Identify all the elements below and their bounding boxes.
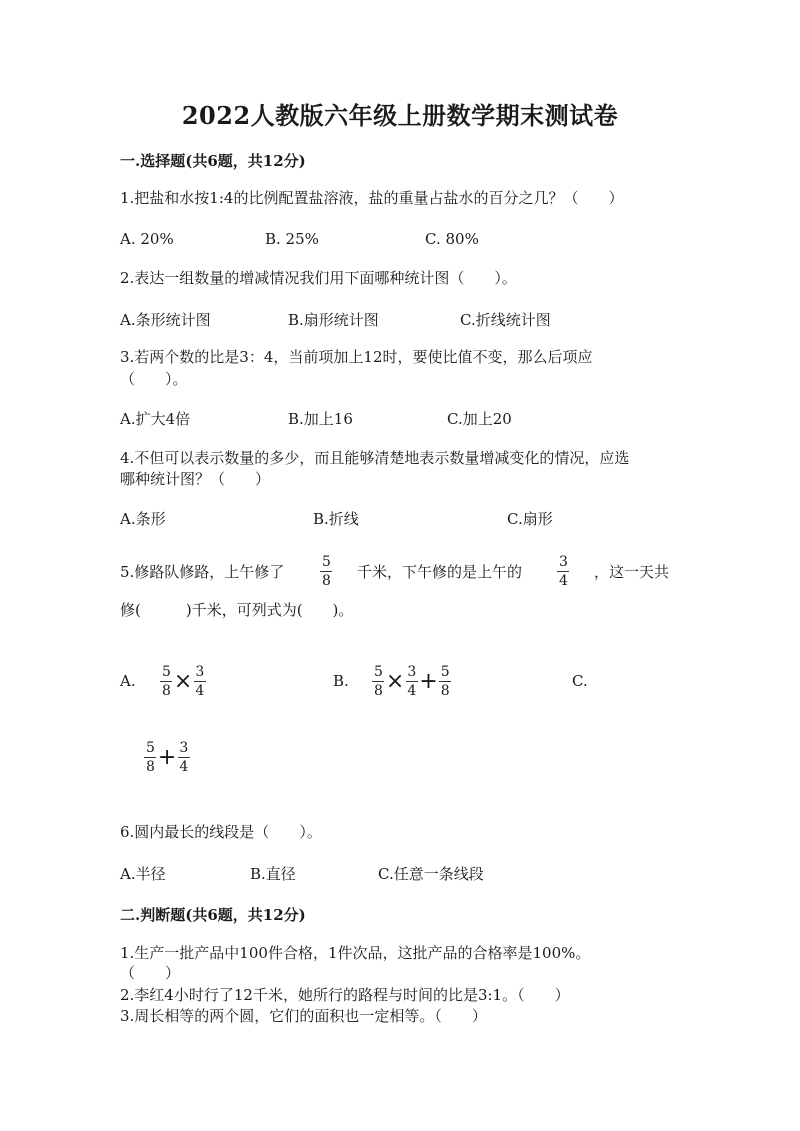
fraction-denominator: 8 [322, 573, 331, 589]
question-5-line2: 修( )千米，可列式为( )。 [120, 601, 354, 619]
q6-option-b: B.直径 [250, 865, 296, 883]
q5-option-a-expression [160, 664, 206, 699]
times-operator: × [385, 669, 405, 694]
fraction-denominator: 8 [146, 759, 155, 775]
fraction-bar [372, 681, 384, 682]
fraction-denominator: 8 [440, 683, 450, 699]
q4-option-b: B.折线 [313, 510, 359, 528]
fraction-denominator: 8 [162, 683, 171, 699]
fraction-5-8 [439, 664, 452, 699]
question-4-line1: 4.不但可以表示数量的多少，而且能够清楚地表示数量增减变化的情况，应选 [120, 449, 630, 467]
fraction-numerator: 5 [374, 664, 383, 680]
q5-option-c-expression [144, 740, 190, 775]
question-3-line2: （ ）。 [120, 370, 188, 388]
question-3-line1: 3.若两个数的比是3：4，当前项加上12时，要使比值不变，那么后项应 [120, 348, 593, 366]
fraction-denominator: 4 [559, 573, 568, 589]
fraction-3-4 [177, 740, 190, 775]
q4-option-a: A.条形 [120, 510, 166, 528]
q6-option-c: C.任意一条线段 [378, 865, 484, 883]
q3-option-c: C.加上20 [447, 410, 512, 428]
fraction-denominator: 4 [195, 683, 205, 699]
q1-option-b: B. 25% [265, 230, 319, 248]
fraction-numerator: 5 [162, 664, 171, 680]
q2-option-b: B.扇形统计图 [288, 311, 379, 329]
question-5-part1: 5.修路队修路，上午修了 [120, 563, 285, 581]
fraction-5-8 [160, 664, 173, 699]
fraction-numerator: 5 [440, 664, 450, 680]
fraction-bar [557, 571, 569, 572]
fraction-bar [406, 681, 418, 682]
judgement-1-line1: 1.生产一批产品中100件合格，1件次品，这批产品的合格率是100%。 [120, 944, 591, 962]
question-1-text: 1.把盐和水按1:4的比例配置盐溶液，盐的重量占盐水的百分之几？（ ） [120, 189, 624, 207]
judgement-3-text: 3.周长相等的两个圆，它们的面积也一定相等。（ ） [120, 1007, 487, 1025]
fraction-bar [439, 681, 451, 682]
fraction-denominator: 4 [407, 683, 417, 699]
fraction-numerator: 5 [146, 740, 155, 756]
times-operator: × [173, 669, 193, 694]
fraction-numerator: 5 [322, 554, 331, 570]
judgement-2-text: 2.李红4小时行了12千米，她所行的路程与时间的比是3:1。（ ） [120, 986, 570, 1004]
fraction-bar [178, 757, 190, 758]
q2-option-c: C.折线统计图 [460, 311, 551, 329]
question-5-part2: 千米，下午修的是上午的 [357, 563, 523, 581]
fraction-denominator: 8 [374, 683, 383, 699]
q5-fraction-3-4 [557, 554, 570, 589]
plus-operator: + [419, 669, 438, 694]
fraction-denominator: 4 [179, 759, 189, 775]
q5-fraction-5-8 [320, 554, 333, 589]
q3-option-b: B.加上16 [288, 410, 353, 428]
fraction-bar [194, 681, 206, 682]
fraction-5-8 [144, 740, 157, 775]
q1-option-c: C. 80% [425, 230, 479, 248]
question-6-text: 6.圆内最长的线段是（ ）。 [120, 823, 322, 841]
question-4-line2: 哪种统计图？（ ） [120, 470, 271, 488]
fraction-5-8 [372, 664, 385, 699]
fraction-3-4 [193, 664, 206, 699]
q5-option-b-expression [372, 664, 452, 699]
q5-option-b-label: B. [333, 672, 349, 690]
q4-option-c: C.扇形 [507, 510, 553, 528]
q3-option-a: A.扩大4倍 [120, 410, 191, 428]
q5-option-c-label: C. [572, 672, 588, 690]
fraction-bar [144, 757, 156, 758]
q6-option-a: A.半径 [120, 865, 166, 883]
fraction-numerator: 3 [407, 664, 417, 680]
q5-option-a-label: A. [120, 672, 136, 690]
section-heading-choice: 一.选择题(共6题，共12分) [120, 152, 306, 170]
fraction-numerator: 3 [195, 664, 205, 680]
fraction-3-4 [405, 664, 418, 699]
fraction-numerator: 3 [179, 740, 189, 756]
fraction-bar [160, 681, 172, 682]
section-heading-judgement: 二.判断题(共6题，共12分) [120, 906, 306, 924]
question-2-text: 2.表达一组数量的增减情况我们用下面哪种统计图（ ）。 [120, 269, 517, 287]
plus-operator: + [157, 745, 177, 770]
fraction-bar [320, 571, 332, 572]
judgement-1-line2: （ ） [120, 964, 181, 982]
q1-option-a: A. 20% [120, 230, 174, 248]
page-title: 2022人教版六年级上册数学期末测试卷 [181, 101, 619, 130]
q2-option-a: A.条形统计图 [120, 311, 211, 329]
question-5-part3: ，这一天共 [594, 563, 670, 581]
fraction-numerator: 3 [559, 554, 568, 570]
